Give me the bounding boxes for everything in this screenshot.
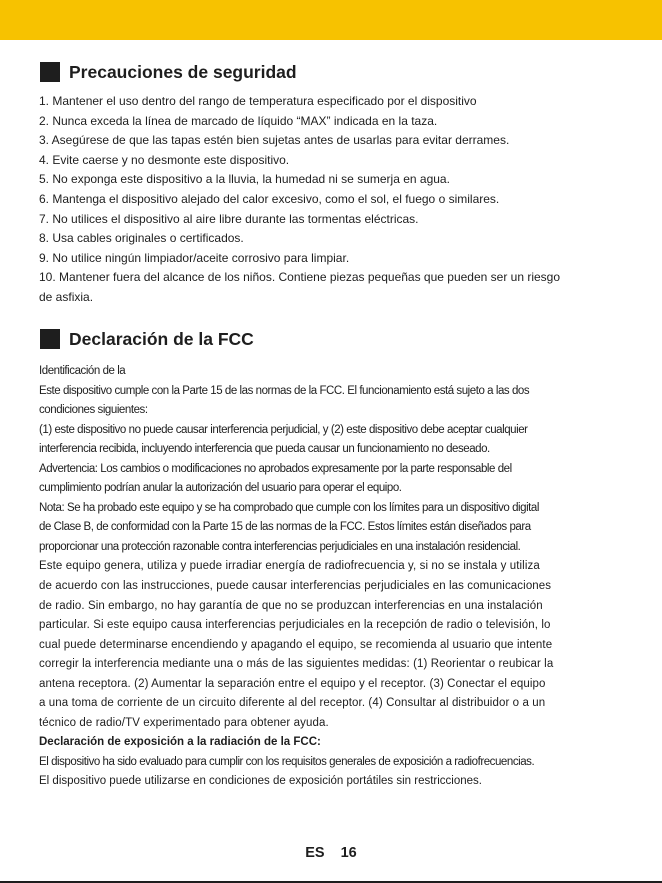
exposure-statement-heading: Declaración de exposición a la radiación de la FCC: <box>39 736 321 749</box>
paragraph-line: a una toma de corriente de un circuito diferente al del receptor. (4) Consultar al distribuidor o a un <box>39 697 546 710</box>
paragraph-line: antena receptora. (2) Aumentar la separación entre el equipo y el receptor. (3) Conectar el equipo <box>39 677 546 690</box>
list-item: 4. Evite caerse y no desmonte este dispositivo. <box>39 152 290 167</box>
list-item: 8. Usa cables originales o certificados. <box>39 231 244 246</box>
page-number: 16 <box>340 845 357 861</box>
paragraph-line: El dispositivo puede utilizarse en condiciones de exposición portátiles sin restricciones. <box>39 775 482 788</box>
list-item: 7. No utilices el dispositivo al aire libre durante las tormentas eléctricas. <box>39 211 419 226</box>
paragraph-line: interferencia recibida, incluyendo interferencia que pueda causar un funcionamiento no deseado. <box>39 443 490 456</box>
paragraph-line: Este dispositivo cumple con la Parte 15 de las normas de la FCC. El funcionamiento está sujeto a las dos <box>39 384 530 397</box>
paragraph-line: Identificación de la <box>39 365 126 377</box>
fcc-statement <box>39 362 639 792</box>
paragraph-line: técnico de radio/TV experimentado para obtener ayuda. <box>39 716 329 729</box>
list-item: 6. Mantenga el dispositivo alejado del calor excesivo, como el sol, el fuego o similares. <box>39 191 500 206</box>
page-footer <box>0 845 662 861</box>
heading-square-icon <box>40 329 60 349</box>
list-item: 2. Nunca exceda la línea de marcado de líquido “MAX” indicada en la taza. <box>39 113 438 128</box>
paragraph-line: corregir la interferencia mediante una o más de las siguientes medidas: (1) Reorientar o reubicar la <box>39 658 554 671</box>
paragraph-line: condiciones siguientes: <box>39 404 148 417</box>
list-item: 9. No utilice ningún limpiador/aceite corrosivo para limpiar. <box>39 250 350 265</box>
list-item: 5. No exponga este dispositivo a la lluvia, la humedad ni se sumerja en agua. <box>39 172 450 187</box>
list-item: 10. Mantener fuera del alcance de los niños. Contiene piezas pequeñas que pueden ser un riesgo <box>39 270 561 285</box>
paragraph-line: de Clase B, de conformidad con la Parte 15 de las normas de la FCC. Estos límites están diseñados para <box>39 521 531 534</box>
list-item: 1. Mantener el uso dentro del rango de temperatura especificado por el dispositivo <box>39 94 477 108</box>
paragraph-line: Este equipo genera, utiliza y puede irradiar energía de radiofrecuencia y, si no se instala y utiliza <box>39 560 540 573</box>
section-title: Declaración de la FCC <box>69 328 254 349</box>
section-heading-fcc <box>40 328 254 350</box>
paragraph-line: cual puede determinarse encendiendo y apagando el equipo, se recomienda al usuario que intente <box>39 638 553 651</box>
paragraph-line: Nota: Se ha probado este equipo y se ha comprobado que cumple con los límites para un dispositivo digital <box>39 501 539 514</box>
precautions-list <box>39 92 639 308</box>
list-item-continuation: de asfixia. <box>39 289 94 304</box>
paragraph-line: (1) este dispositivo no puede causar interferencia perjudicial, y (2) este dispositivo debe aceptar cualquier <box>39 423 528 436</box>
paragraph-line: cumplimiento podrían anular la autorización del usuario para operar el equipo. <box>39 482 402 495</box>
section-heading-precautions <box>40 61 297 83</box>
heading-square-icon <box>40 62 60 82</box>
list-item: 3. Asegúrese de que las tapas estén bien sujetas antes de usarlas para evitar derrames. <box>39 133 510 148</box>
header-accent-bar <box>0 0 662 40</box>
paragraph-line: Advertencia: Los cambios o modificaciones no aprobados expresamente por la parte responsable del <box>39 462 512 475</box>
paragraph-line: de radio. Sin embargo, no hay garantía de que no se produzcan interferencias en una instalación <box>39 599 543 612</box>
paragraph-line: El dispositivo ha sido evaluado para cumplir con los requisitos generales de exposición a radiofrecuencias. <box>39 755 535 768</box>
language-code: ES <box>305 845 325 861</box>
paragraph-line: particular. Si este equipo causa interferencias perjudiciales en la recepción de radio o televisión, lo <box>39 619 551 632</box>
paragraph-line: proporcionar una protección razonable contra interferencias perjudiciales en una instalación residencial. <box>39 540 521 553</box>
paragraph-line: de acuerdo con las instrucciones, puede causar interferencias perjudiciales en las comunicaciones <box>39 580 552 593</box>
section-title: Precauciones de seguridad <box>69 61 297 82</box>
